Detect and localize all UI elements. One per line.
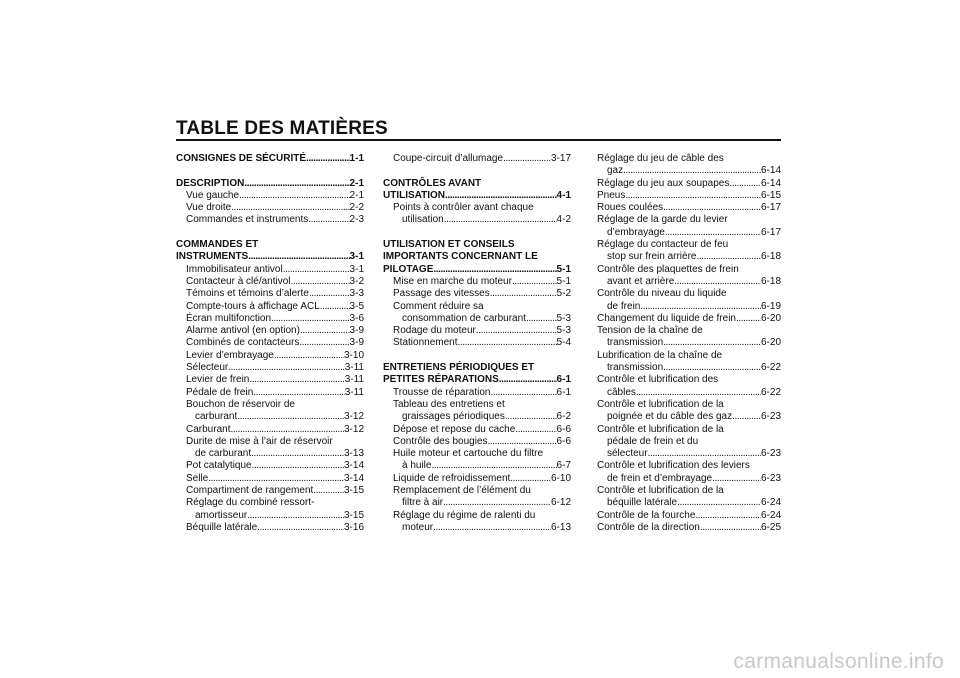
toc-entry[interactable]: CONSIGNES DE SÉCURITÉ ..... 1-1 xyxy=(176,153,364,165)
toc-entry[interactable]: Contrôle de la fourche ..... 6-24 xyxy=(597,510,781,522)
toc-entry[interactable]: Trousse de réparation ..... 6-1 xyxy=(383,387,571,399)
toc-entry[interactable]: CONTRÔLES AVANT UTILISATION ..... 4-1 xyxy=(383,178,571,203)
toc-column-1 xyxy=(176,153,364,534)
toc-entry[interactable]: Contrôle des plaquettes de frein avant et arrière ..... 6-18 xyxy=(597,264,781,289)
toc-entry[interactable]: Compartiment de rangement ..... 3-15 xyxy=(176,485,364,497)
toc-entry[interactable]: Points à contrôler avant chaque utilisation ..... 4-2 xyxy=(383,202,571,227)
toc-entry[interactable]: Pneus ..... 6-15 xyxy=(597,190,781,202)
toc-entry[interactable]: Réglage du régime de ralenti du moteur ..... 6-13 xyxy=(383,510,571,535)
toc-entry[interactable]: Bouchon de réservoir de carburant ..... 3-12 xyxy=(176,399,364,424)
toc-entry[interactable]: Alarme antivol (en option) ..... 3-9 xyxy=(176,325,364,337)
toc-entry[interactable]: Combinés de contacteurs ..... 3-9 xyxy=(176,337,364,349)
toc-entry[interactable]: Contacteur à clé/antivol ..... 3-2 xyxy=(176,276,364,288)
toc-entry[interactable]: Liquide de refroidissement ..... 6-10 xyxy=(383,473,571,485)
toc-entry[interactable]: Contrôle et lubrification des câbles ..... 6-22 xyxy=(597,374,781,399)
toc-entry[interactable]: Selle ..... 3-14 xyxy=(176,473,364,485)
toc-entry[interactable]: Contrôle de la direction ..... 6-25 xyxy=(597,522,781,534)
toc-entry[interactable]: Levier d’embrayage ..... 3-10 xyxy=(176,350,364,362)
toc-entry[interactable]: Écran multifonction ..... 3-6 xyxy=(176,313,364,325)
toc-entry[interactable]: Remplacement de l’élément du filtre à air ..... 6-12 xyxy=(383,485,571,510)
toc-entry[interactable]: ENTRETIENS PÉRIODIQUES ET PETITES RÉPARATIONS ..... 6-1 xyxy=(383,362,571,387)
toc-entry[interactable]: Durite de mise à l’air de réservoir de carburant ..... 3-13 xyxy=(176,436,364,461)
toc-entry[interactable]: Passage des vitesses ..... 5-2 xyxy=(383,288,571,300)
toc-entry[interactable]: Rodage du moteur ..... 5-3 xyxy=(383,325,571,337)
toc-entry[interactable]: Pot catalytique ..... 3-14 xyxy=(176,460,364,472)
toc-entry[interactable]: Témoins et témoins d’alerte ..... 3-3 xyxy=(176,288,364,300)
toc-entry[interactable]: Stationnement ..... 5-4 xyxy=(383,337,571,349)
toc-entry[interactable]: Sélecteur ..... 3-11 xyxy=(176,362,364,374)
toc-column-3 xyxy=(597,153,781,534)
toc-entry[interactable]: Réglage du contacteur de feu stop sur frein arrière ..... 6-18 xyxy=(597,239,781,264)
toc-entry[interactable]: Huile moteur et cartouche du filtre à huile ..... 6-7 xyxy=(383,448,571,473)
toc-column-2 xyxy=(383,153,571,534)
toc-entry[interactable]: Immobilisateur antivol ..... 3-1 xyxy=(176,264,364,276)
toc-entry[interactable]: Changement du liquide de frein ..... 6-20 xyxy=(597,313,781,325)
page-title: TABLE DES MATIÈRES xyxy=(176,118,388,139)
toc-entry[interactable]: Tableau des entretiens et graissages périodiques ..... 6-2 xyxy=(383,399,571,424)
toc-entry[interactable]: Contrôle et lubrification de la poignée et du câble des gaz ..... 6-23 xyxy=(597,399,781,424)
toc-entry[interactable]: Pédale de frein ..... 3-11 xyxy=(176,387,364,399)
toc-entry[interactable]: Vue gauche ..... 2-1 xyxy=(176,190,364,202)
toc-entry[interactable]: Coupe-circuit d’allumage ..... 3-17 xyxy=(383,153,571,165)
toc-entry[interactable]: Réglage du jeu de câble des gaz ..... 6-14 xyxy=(597,153,781,178)
toc-entry[interactable]: DESCRIPTION ..... 2-1 xyxy=(176,178,364,190)
toc-entry[interactable]: Roues coulées ..... 6-17 xyxy=(597,202,781,214)
toc-entry[interactable]: Contrôle et lubrification de la béquille latérale ..... 6-24 xyxy=(597,485,781,510)
toc-entry[interactable]: Réglage de la garde du levier d’embrayage ..... 6-17 xyxy=(597,214,781,239)
toc-entry[interactable]: Contrôle des bougies ..... 6-6 xyxy=(383,436,571,448)
toc-entry[interactable]: Compte-tours à affichage ACL ..... 3-5 xyxy=(176,301,364,313)
toc-entry[interactable]: Vue droite ..... 2-2 xyxy=(176,202,364,214)
toc-entry[interactable]: Contrôle et lubrification des leviers de frein et d’embrayage ..... 6-23 xyxy=(597,460,781,485)
toc-entry[interactable]: Mise en marche du moteur ..... 5-1 xyxy=(383,276,571,288)
toc-entry[interactable]: Lubrification de la chaîne de transmission ..... 6-22 xyxy=(597,350,781,375)
toc-entry[interactable]: Réglage du jeu aux soupapes ..... 6-14 xyxy=(597,178,781,190)
toc-entry[interactable]: Levier de frein ..... 3-11 xyxy=(176,374,364,386)
toc-entry[interactable]: Dépose et repose du cache ..... 6-6 xyxy=(383,424,571,436)
toc-entry[interactable]: Commandes et instruments ..... 2-3 xyxy=(176,214,364,226)
toc-entry[interactable]: Contrôle du niveau du liquide de frein ..... 6-19 xyxy=(597,288,781,313)
toc-entry[interactable]: UTILISATION ET CONSEILS IMPORTANTS CONCERNANT LE PILOTAGE ..... 5-1 xyxy=(383,239,571,276)
toc-entry[interactable]: Tension de la chaîne de transmission ..... 6-20 xyxy=(597,325,781,350)
toc-entry[interactable]: COMMANDES ET INSTRUMENTS ..... 3-1 xyxy=(176,239,364,264)
title-rule xyxy=(176,139,781,141)
toc-entry[interactable]: Comment réduire sa consommation de carburant ..... 5-3 xyxy=(383,301,571,326)
toc-entry[interactable]: Carburant ..... 3-12 xyxy=(176,424,364,436)
watermark: carmanualsonline.info xyxy=(733,650,944,673)
toc-entry[interactable]: Béquille latérale ..... 3-16 xyxy=(176,522,364,534)
toc-entry[interactable]: Réglage du combiné ressort- amortisseur ..... 3-15 xyxy=(176,497,364,522)
toc-entry[interactable]: Contrôle et lubrification de la pédale de frein et du sélecteur ..... 6-23 xyxy=(597,424,781,461)
